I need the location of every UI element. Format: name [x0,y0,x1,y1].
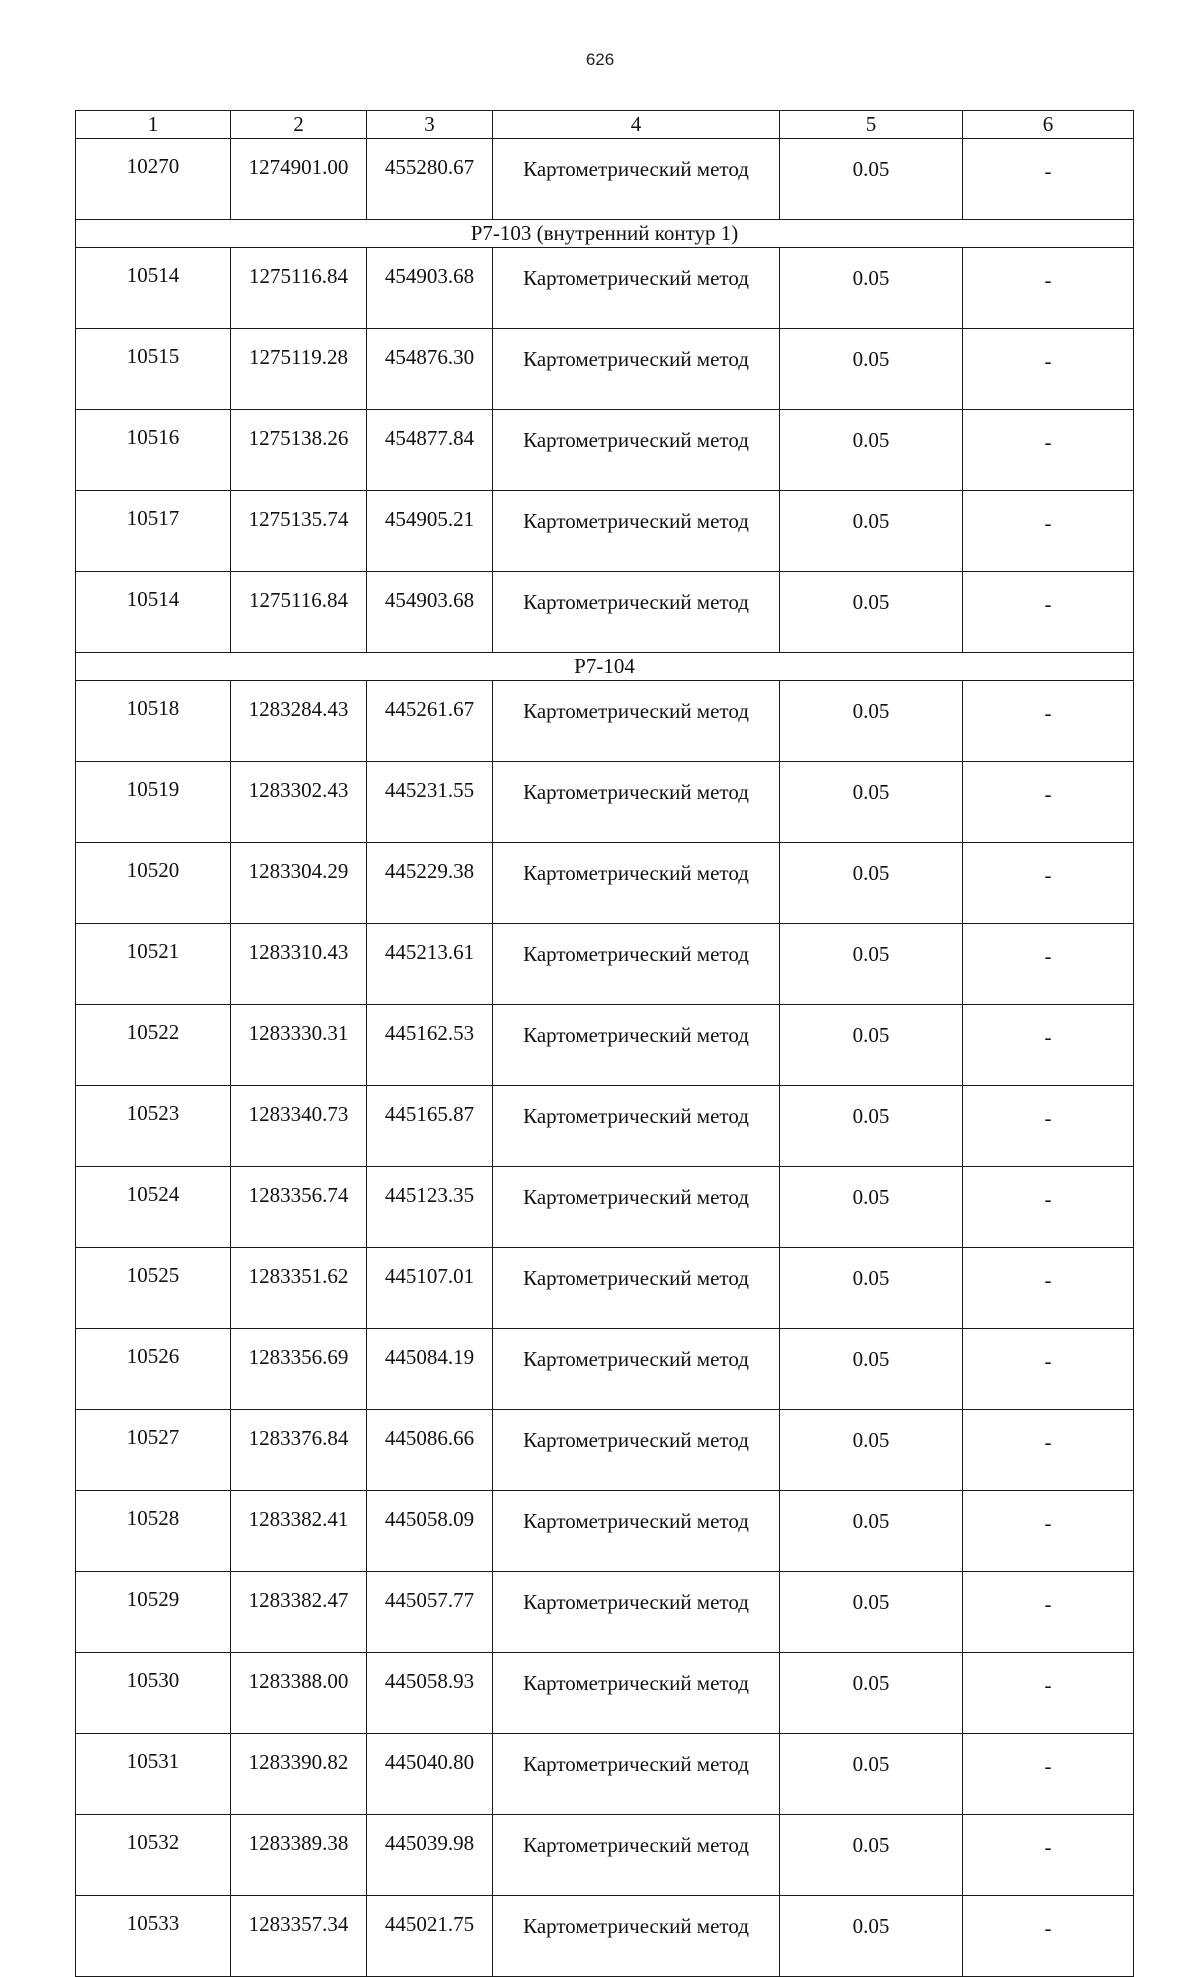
coordinate-y-cell: 445057.77 [367,1572,493,1653]
note-cell: - [963,248,1134,329]
coordinate-y-cell: 445058.09 [367,1491,493,1572]
column-header: 3 [367,111,493,139]
coordinate-x-cell: 1275135.74 [231,491,367,572]
method-cell: Картометрический метод [493,1329,780,1410]
method-cell: Картометрический метод [493,1896,780,1977]
method-cell: Картометрический метод [493,1005,780,1086]
column-header: 2 [231,111,367,139]
method-cell: Картометрический метод [493,843,780,924]
accuracy-cell: 0.05 [780,1005,963,1086]
coordinate-x-cell: 1283356.74 [231,1167,367,1248]
section-title: Р7-103 (внутренний контур 1) [76,220,1134,248]
coordinate-x-cell: 1283376.84 [231,1410,367,1491]
note-cell: - [963,1005,1134,1086]
note-cell: - [963,843,1134,924]
coordinate-x-cell: 1283351.62 [231,1248,367,1329]
coordinate-y-cell: 454903.68 [367,572,493,653]
accuracy-cell: 0.05 [780,572,963,653]
coordinate-x-cell: 1283356.69 [231,1329,367,1410]
section-row [76,220,1134,248]
note-cell: - [963,1329,1134,1410]
coordinate-y-cell: 455280.67 [367,139,493,220]
coordinate-x-cell: 1283284.43 [231,681,367,762]
table-row [76,491,1134,572]
accuracy-cell: 0.05 [780,248,963,329]
coordinate-y-cell: 445123.35 [367,1167,493,1248]
coordinate-y-cell: 445086.66 [367,1410,493,1491]
table-body [76,111,1134,1977]
method-cell: Картометрический метод [493,1086,780,1167]
coordinate-x-cell: 1275138.26 [231,410,367,491]
point-number-cell: 10524 [76,1167,231,1248]
point-number-cell: 10520 [76,843,231,924]
method-cell: Картометрический метод [493,1653,780,1734]
point-number-cell: 10519 [76,762,231,843]
column-header: 4 [493,111,780,139]
point-number-cell: 10516 [76,410,231,491]
table-row [76,1491,1134,1572]
coordinate-x-cell: 1283357.34 [231,1896,367,1977]
accuracy-cell: 0.05 [780,1248,963,1329]
table-row [76,1815,1134,1896]
point-number-cell: 10270 [76,139,231,220]
note-cell: - [963,1896,1134,1977]
method-cell: Картометрический метод [493,924,780,1005]
method-cell: Картометрический метод [493,491,780,572]
coordinate-y-cell: 445231.55 [367,762,493,843]
accuracy-cell: 0.05 [780,1086,963,1167]
coordinate-y-cell: 454905.21 [367,491,493,572]
method-cell: Картометрический метод [493,1572,780,1653]
accuracy-cell: 0.05 [780,1572,963,1653]
coordinate-x-cell: 1283382.47 [231,1572,367,1653]
note-cell: - [963,1248,1134,1329]
coordinate-x-cell: 1283330.31 [231,1005,367,1086]
table-row [76,1329,1134,1410]
note-cell: - [963,1653,1134,1734]
page-number: 626 [585,50,615,69]
note-cell: - [963,1410,1134,1491]
table-row [76,681,1134,762]
method-cell: Картометрический метод [493,329,780,410]
point-number-cell: 10518 [76,681,231,762]
accuracy-cell: 0.05 [780,843,963,924]
table-row [76,843,1134,924]
method-cell: Картометрический метод [493,1167,780,1248]
note-cell: - [963,762,1134,843]
accuracy-cell: 0.05 [780,924,963,1005]
table-row [76,1005,1134,1086]
note-cell: - [963,1086,1134,1167]
accuracy-cell: 0.05 [780,1167,963,1248]
note-cell: - [963,1167,1134,1248]
accuracy-cell: 0.05 [780,1815,963,1896]
coordinate-x-cell: 1274901.00 [231,139,367,220]
table-row [76,762,1134,843]
point-number-cell: 10533 [76,1896,231,1977]
table-row [76,329,1134,410]
note-cell: - [963,410,1134,491]
note-cell: - [963,924,1134,1005]
table-row [76,248,1134,329]
point-number-cell: 10523 [76,1086,231,1167]
point-number-cell: 10526 [76,1329,231,1410]
point-number-cell: 10514 [76,572,231,653]
coordinate-y-cell: 445039.98 [367,1815,493,1896]
table-row [76,1410,1134,1491]
coordinate-y-cell: 445058.93 [367,1653,493,1734]
section-title: Р7-104 [76,653,1134,681]
method-cell: Картометрический метод [493,572,780,653]
point-number-cell: 10530 [76,1653,231,1734]
method-cell: Картометрический метод [493,1491,780,1572]
note-cell: - [963,1491,1134,1572]
table-header-row [76,111,1134,139]
note-cell: - [963,1734,1134,1815]
method-cell: Картометрический метод [493,1734,780,1815]
coordinate-y-cell: 454877.84 [367,410,493,491]
coordinate-y-cell: 445021.75 [367,1896,493,1977]
method-cell: Картометрический метод [493,139,780,220]
coordinate-x-cell: 1283340.73 [231,1086,367,1167]
method-cell: Картометрический метод [493,681,780,762]
coordinate-x-cell: 1283388.00 [231,1653,367,1734]
coordinate-y-cell: 445165.87 [367,1086,493,1167]
method-cell: Картометрический метод [493,1248,780,1329]
coordinate-x-cell: 1283310.43 [231,924,367,1005]
coordinate-y-cell: 445261.67 [367,681,493,762]
table-row [76,1572,1134,1653]
section-row [76,653,1134,681]
coordinate-x-cell: 1283304.29 [231,843,367,924]
method-cell: Картометрический метод [493,762,780,843]
accuracy-cell: 0.05 [780,1653,963,1734]
accuracy-cell: 0.05 [780,410,963,491]
coordinate-x-cell: 1275119.28 [231,329,367,410]
accuracy-cell: 0.05 [780,1410,963,1491]
point-number-cell: 10529 [76,1572,231,1653]
method-cell: Картометрический метод [493,410,780,491]
coordinate-y-cell: 445213.61 [367,924,493,1005]
coordinate-y-cell: 445107.01 [367,1248,493,1329]
accuracy-cell: 0.05 [780,762,963,843]
point-number-cell: 10515 [76,329,231,410]
note-cell: - [963,1572,1134,1653]
table-row [76,1248,1134,1329]
table-row [76,1086,1134,1167]
point-number-cell: 10517 [76,491,231,572]
point-number-cell: 10532 [76,1815,231,1896]
coordinate-x-cell: 1283390.82 [231,1734,367,1815]
note-cell: - [963,681,1134,762]
table-row [76,410,1134,491]
point-number-cell: 10525 [76,1248,231,1329]
accuracy-cell: 0.05 [780,1734,963,1815]
coordinate-x-cell: 1275116.84 [231,248,367,329]
coordinate-y-cell: 454876.30 [367,329,493,410]
note-cell: - [963,329,1134,410]
point-number-cell: 10531 [76,1734,231,1815]
point-number-cell: 10514 [76,248,231,329]
accuracy-cell: 0.05 [780,1896,963,1977]
coordinate-x-cell: 1275116.84 [231,572,367,653]
point-number-cell: 10528 [76,1491,231,1572]
accuracy-cell: 0.05 [780,139,963,220]
accuracy-cell: 0.05 [780,491,963,572]
note-cell: - [963,139,1134,220]
accuracy-cell: 0.05 [780,1491,963,1572]
point-number-cell: 10521 [76,924,231,1005]
coordinate-y-cell: 445162.53 [367,1005,493,1086]
note-cell: - [963,491,1134,572]
point-number-cell: 10522 [76,1005,231,1086]
point-number-cell: 10527 [76,1410,231,1491]
column-header: 1 [76,111,231,139]
coordinate-y-cell: 445229.38 [367,843,493,924]
coordinate-y-cell: 445040.80 [367,1734,493,1815]
table-row [76,1734,1134,1815]
table-row [76,1167,1134,1248]
table-row [76,1896,1134,1977]
accuracy-cell: 0.05 [780,681,963,762]
coordinate-x-cell: 1283382.41 [231,1491,367,1572]
coordinate-y-cell: 445084.19 [367,1329,493,1410]
table-row [76,1653,1134,1734]
coordinate-x-cell: 1283302.43 [231,762,367,843]
table-row [76,139,1134,220]
column-header: 6 [963,111,1134,139]
method-cell: Картометрический метод [493,248,780,329]
accuracy-cell: 0.05 [780,329,963,410]
column-header: 5 [780,111,963,139]
note-cell: - [963,572,1134,653]
table-row [76,572,1134,653]
method-cell: Картометрический метод [493,1815,780,1896]
table-row [76,924,1134,1005]
coordinates-table [75,110,1134,1977]
coordinate-y-cell: 454903.68 [367,248,493,329]
coordinate-x-cell: 1283389.38 [231,1815,367,1896]
accuracy-cell: 0.05 [780,1329,963,1410]
method-cell: Картометрический метод [493,1410,780,1491]
note-cell: - [963,1815,1134,1896]
